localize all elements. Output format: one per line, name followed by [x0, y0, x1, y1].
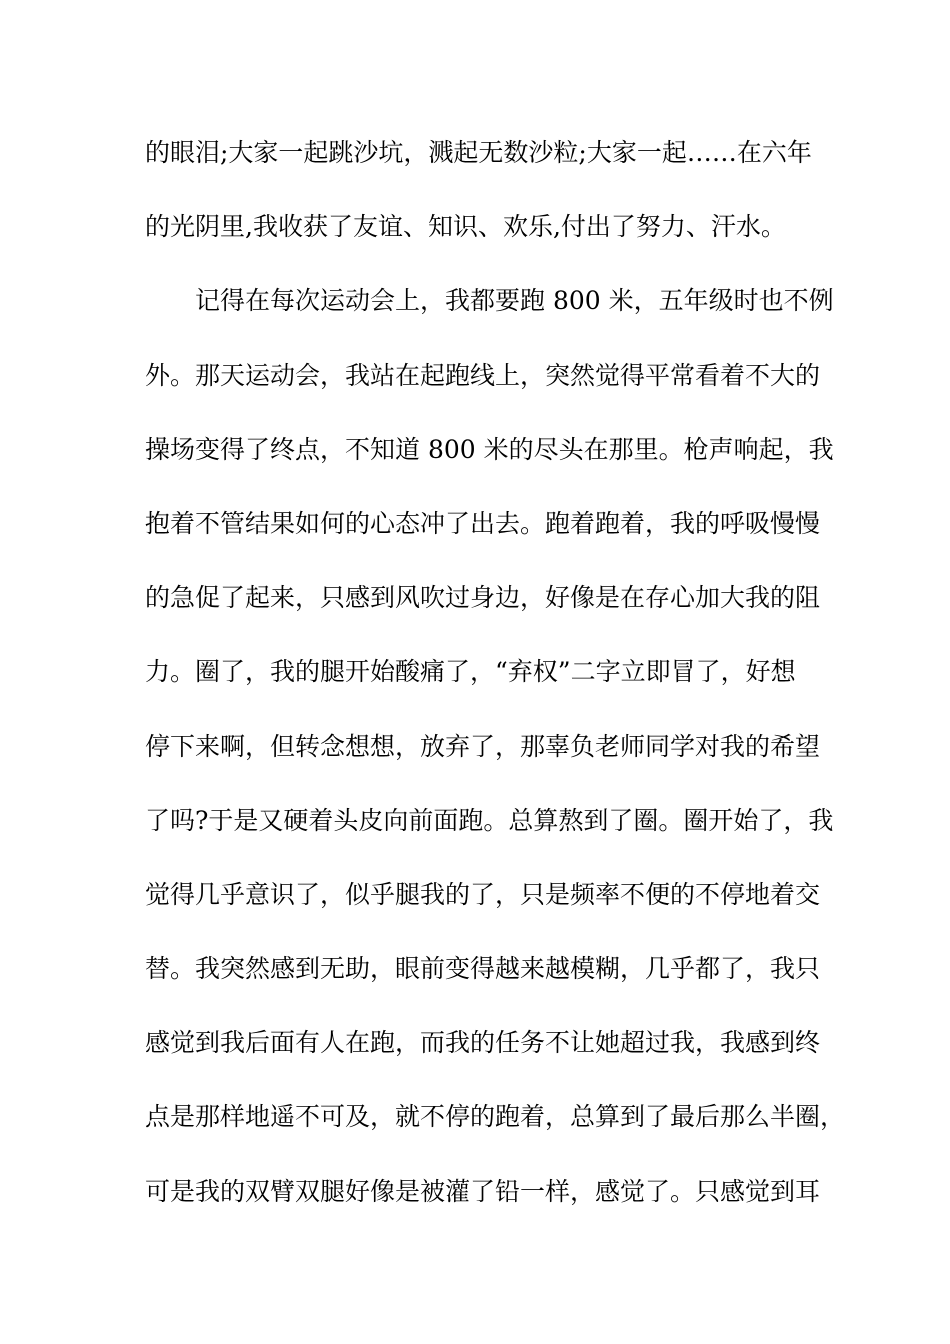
body-text — [145, 128, 846, 1241]
text-line: 感觉到我后面有人在跑，而我的任务不让她超过我，我感到终 — [145, 1028, 821, 1058]
text-line: 力。圈了，我的腿开始酸痛了，“弃权”二字立即冒了，好想 — [145, 657, 796, 687]
paragraph-first-line: 记得在每次运动会上，我都要跑 800 米，五年级时也不例 — [195, 286, 834, 316]
text-line: 替。我突然感到无助，眼前变得越来越模糊，几乎都了，我只 — [145, 954, 821, 984]
text-line: 抱着不管结果如何的心态冲了出去。跑着跑着，我的呼吸慢慢 — [145, 508, 821, 538]
text-line: 觉得几乎意识了，似乎腿我的了，只是频率不便的不停地着交 — [145, 879, 821, 909]
text-line: 可是我的双臂双腿好像是被灌了铅一样，感觉了。只感觉到耳 — [145, 1176, 821, 1206]
text-line: 操场变得了终点，不知道 800 米的尽头在那里。枪声响起，我 — [145, 434, 834, 464]
text-line: 点是那样地遥不可及，就不停的跑着，总算到了最后那么半圈， — [145, 1102, 846, 1132]
text-line: 的急促了起来，只感到风吹过身边，好像是在存心加大我的阻 — [145, 583, 821, 613]
text-line: 了吗?于是又硬着头皮向前面跑。总算熬到了圈。圈开始了，我 — [145, 805, 834, 835]
text-line: 的光阴里,我收获了友谊、知识、欢乐,付出了努力、汗水。 — [145, 212, 786, 242]
text-line: 外。那天运动会，我站在起跑线上，突然觉得平常看着不大的 — [145, 360, 821, 390]
text-line: 停下来啊，但转念想想，放弃了，那辜负老师同学对我的希望 — [145, 731, 821, 761]
text-line: 的眼泪;大家一起跳沙坑，溅起无数沙粒;大家一起……在六年 — [145, 138, 812, 167]
